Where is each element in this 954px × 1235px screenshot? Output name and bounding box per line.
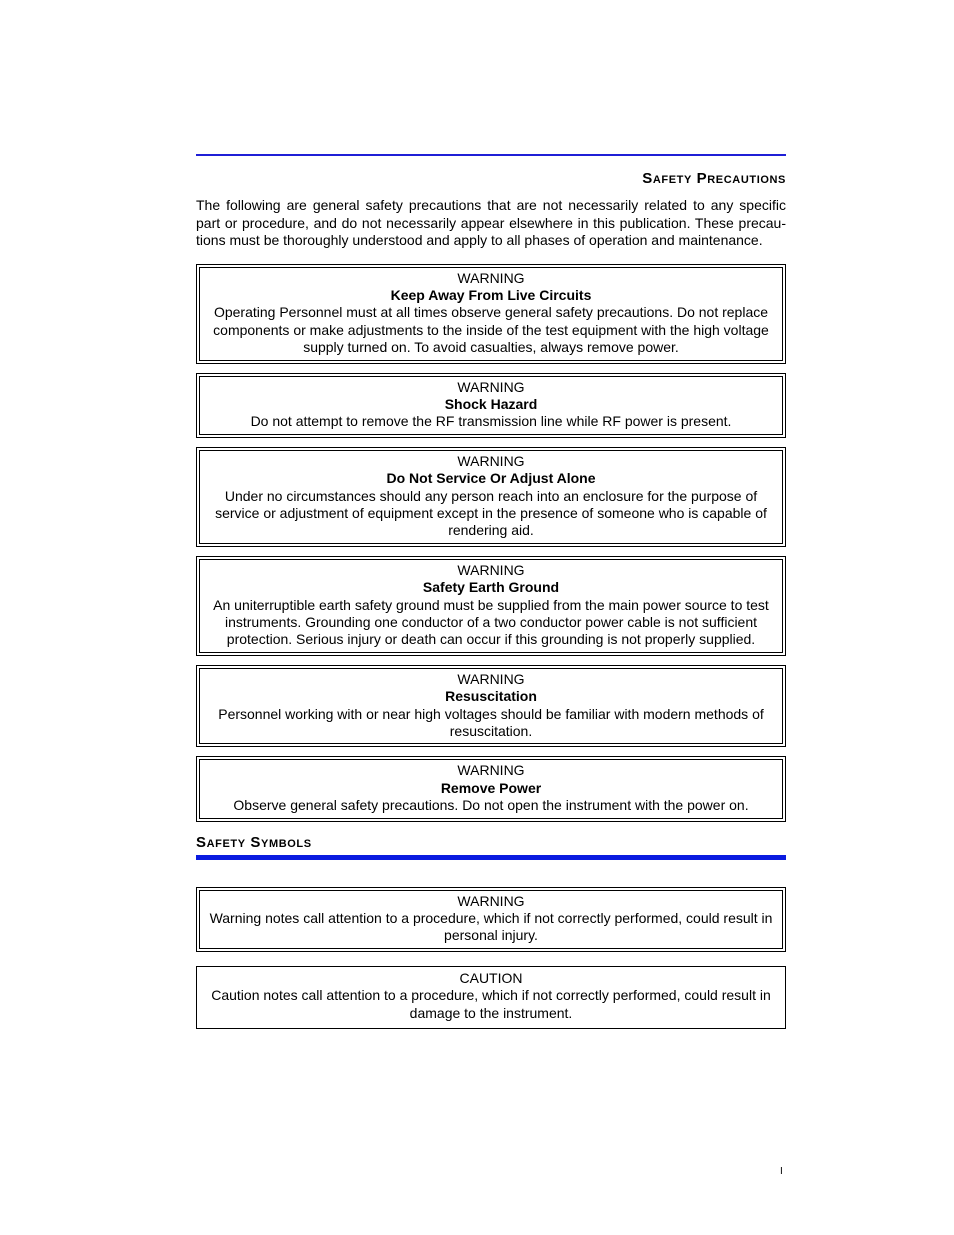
warning-label: WARNING [457, 762, 525, 779]
page-number: I [780, 1166, 783, 1177]
symbol-warning-label: WARNING [457, 892, 525, 909]
warning-title: Safety Earth Ground [422, 579, 560, 596]
warning-title: Resuscitation [445, 688, 537, 705]
warning-title: Remove Power [440, 779, 542, 796]
warning-box [196, 756, 786, 821]
symbol-warning-box [196, 887, 786, 952]
warning-title: Shock Hazard [444, 395, 538, 412]
intro-paragraph: The following are general safety precautions that are not necessarily related to any specific part or procedure, and do not necessarily appear elsewhere in this publication. These precau- tions must be thoroughly understood and apply to all phases of operation and maintenance. [196, 197, 786, 248]
warning-label: WARNING [457, 269, 525, 286]
warning-title: Keep Away From Live Circuits [390, 286, 592, 303]
symbol-caution-text: Caution notes call attention to a procedure, which if not correctly performed, could result in damage to the instrument. [211, 987, 771, 1021]
top-rule [196, 154, 786, 156]
warning-label: WARNING [457, 670, 525, 687]
warning-text: Observe general safety precautions. Do not open the instrument with the power on. [233, 797, 749, 814]
warning-text: Do not attempt to remove the RF transmission line while RF power is present. [250, 413, 732, 430]
symbol-warning-text: Warning notes call attention to a procedure, which if not correctly performed, could result in personal injury. [209, 910, 773, 944]
warning-text: Under no circumstances should any person reach into an enclosure for the purpose of service or adjustment of equipment except in the presence of someone who is capable of rendering aid. [215, 487, 767, 539]
symbol-caution-label: CAUTION [459, 969, 523, 986]
warning-text: Operating Personnel must at all times observe general safety precautions. Do not replace components or make adjustments to the inside of the test equipment with the high voltage supply turned on. To avoid casualties, always remove power. [213, 304, 769, 356]
warning-box [196, 373, 786, 438]
warning-label: WARNING [457, 378, 525, 395]
symbol-caution-box [196, 966, 786, 1029]
section-title: Safety Precautions [642, 170, 786, 187]
document-page [196, 154, 786, 1029]
warning-text: An uniterruptible earth safety ground must be supplied from the main power source to test instruments. Grounding one conductor of a two conductor power cable is not sufficient protection. Serious injury or death can occur if this grounding is not properly supplied. [213, 596, 769, 648]
warning-box [196, 665, 786, 748]
warning-box [196, 264, 786, 364]
warning-label: WARNING [457, 561, 525, 578]
warning-box [196, 447, 786, 547]
warning-title: Do Not Service Or Adjust Alone [386, 470, 596, 487]
symbols-rule [196, 855, 786, 860]
symbols-title: Safety Symbols [196, 833, 312, 851]
warning-text: Personnel working with or near high voltages should be familiar with modern methods of resuscitation. [218, 705, 764, 740]
warning-box [196, 556, 786, 656]
warning-label: WARNING [457, 452, 525, 469]
